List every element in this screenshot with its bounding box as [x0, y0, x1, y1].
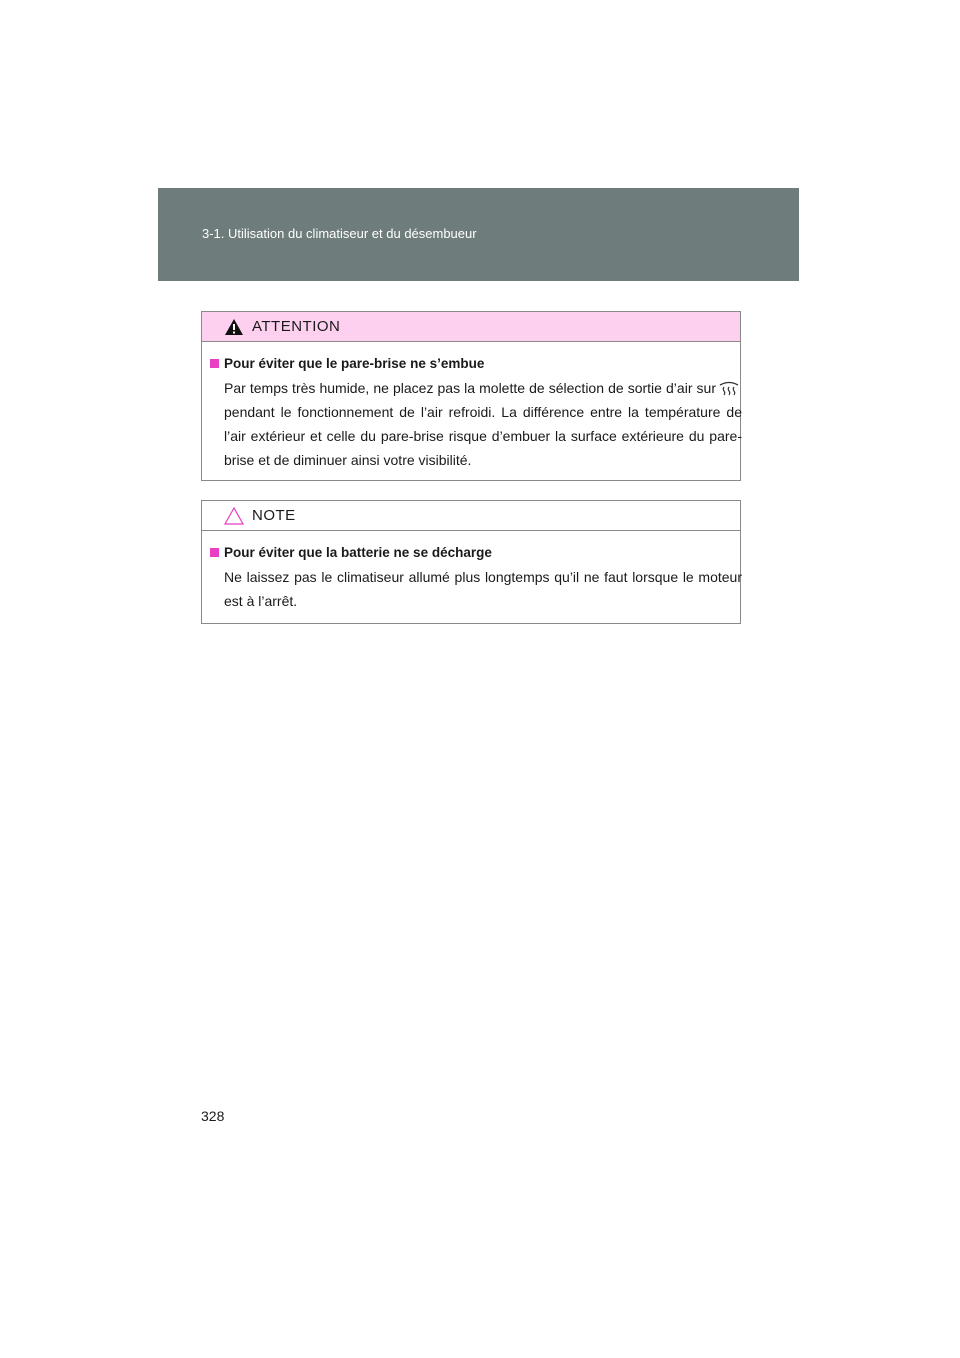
bullet-square-icon — [210, 548, 219, 557]
warning-item-title — [210, 352, 740, 374]
warning-text-part2: pendant le fonctionnement de l’air refroidi. La différence entre la température de l’air extérieur et celle du pare-brise risque d’embuer la surface extérieure du pare-brise et de diminuer ainsi votre visibilité. — [224, 404, 742, 468]
note-header — [202, 501, 740, 531]
caution-triangle-icon — [224, 507, 244, 525]
warning-paragraph — [224, 376, 742, 472]
warning-text-part1: Par temps très humide, ne placez pas la molette de sélection de sortie d’air sur — [224, 380, 716, 396]
bullet-square-icon — [210, 359, 219, 368]
note-item-title — [210, 541, 740, 563]
page-number: 328 — [201, 1108, 225, 1124]
note-paragraph: Ne laissez pas le climatiseur allumé plus longtemps qu’il ne faut lorsque le moteur est à l’arrêt. — [224, 569, 742, 609]
warning-box — [201, 311, 741, 481]
warning-header — [202, 312, 740, 342]
section-title: 3-1. Utilisation du climatiseur et du désembueur — [202, 226, 477, 241]
warning-title-text: Pour éviter que le pare-brise ne s’embue — [224, 355, 485, 371]
note-label: NOTE — [252, 507, 296, 524]
warning-triangle-icon — [224, 318, 244, 336]
warning-label: ATTENTION — [252, 318, 341, 335]
windshield-defog-icon — [718, 379, 740, 397]
note-title-text: Pour éviter que la batterie ne se décharge — [224, 544, 492, 560]
section-header-band — [158, 188, 799, 281]
note-box — [201, 500, 741, 624]
